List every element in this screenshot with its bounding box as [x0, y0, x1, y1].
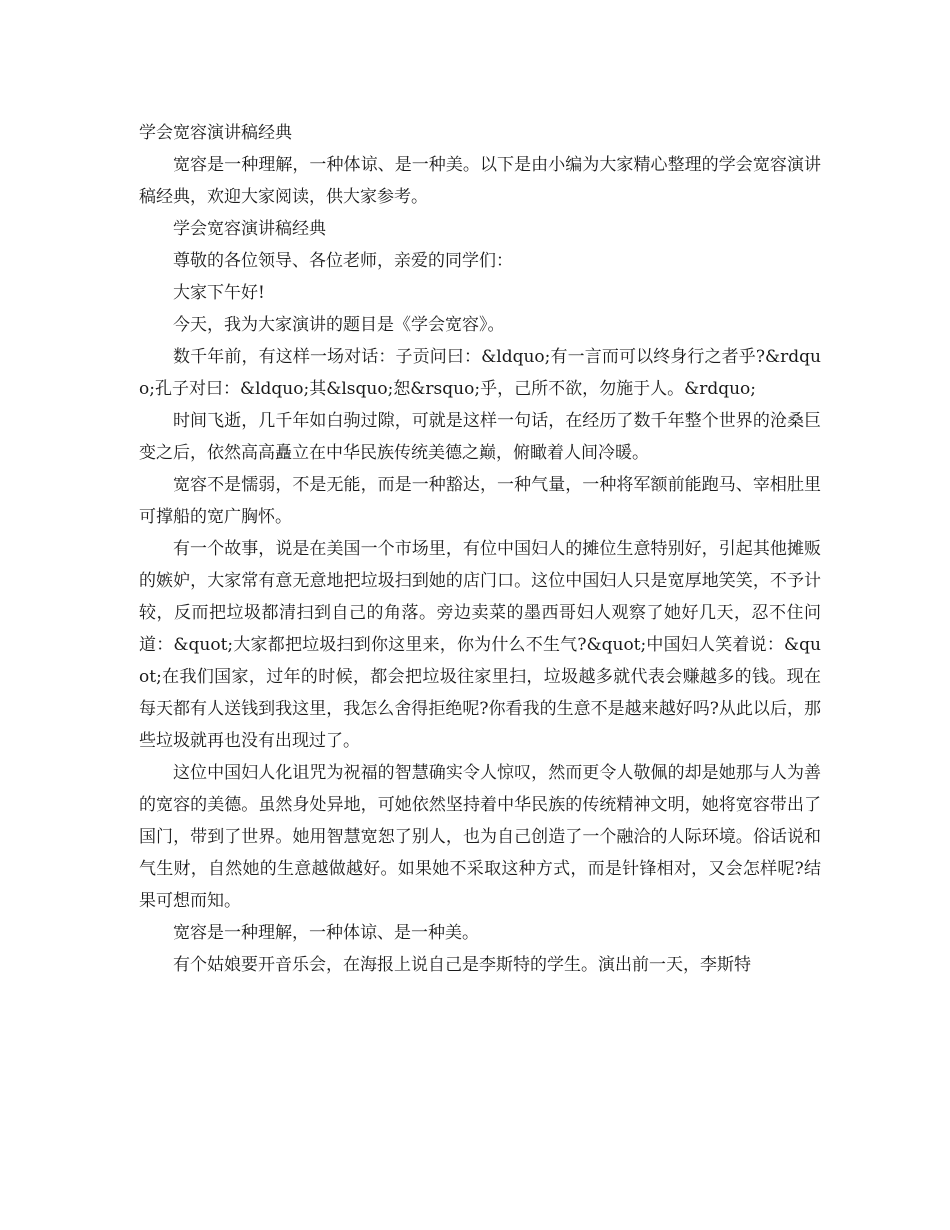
paragraph-liszt: 有个姑娘要开音乐会，在海报上说自己是李斯特的学生。演出前一天，李斯特 [173, 955, 751, 975]
document-title: 学会宽容演讲稿经典 [139, 123, 292, 143]
paragraph-reflection: 这位中国妇人化诅咒为祝福的智慧确实令人惊叹，然而更令人敬佩的却是她那与人为善的宽容的美德。虽然身处异地，可她依然坚持着中华民族的传统精神文明，她将宽容带出了国门，带到了世界。她用智慧宽恕了别人，也为自己创造了一个融洽的人际环境。俗话说和气生财，自然她的生意越做越好。如果她不采取这种方式，而是针锋相对，又会怎样呢?结果可想而知。 [139, 763, 821, 911]
paragraph-greeting: 大家下午好! [173, 283, 265, 303]
paragraph-story: 有一个故事，说是在美国一个市场里，有位中国妇人的摊位生意特别好，引起其他摊贩的嫉妒，大家常有意无意地把垃圾扫到她的店门口。这位中国妇人只是宽厚地笑笑，不予计较，反而把垃圾都清扫到自己的角落。旁边卖菜的墨西哥妇人观察了她好几天，忍不住问道：&quot;大家都把垃圾扫到你这里来，你为什么不生气?&quot;中国妇人笑着说：&quot;在我们国家，过年的时候，都会把垃圾往家里扫，垃圾越多就代表会赚越多的钱。现在每天都有人送钱到我这里，我怎么舍得拒绝呢?你看我的生意不是越来越好吗?从此以后，那些垃圾就再也没有出现过了。 [139, 539, 821, 751]
paragraph-subtitle: 学会宽容演讲稿经典 [173, 219, 326, 239]
paragraph-definition: 宽容不是懦弱，不是无能，而是一种豁达，一种气量，一种将军额前能跑马、宰相肚里可撑船的宽广胸怀。 [139, 475, 821, 527]
paragraph-restatement: 宽容是一种理解，一种体谅、是一种美。 [173, 923, 479, 943]
paragraph-salutation: 尊敬的各位领导、各位老师，亲爱的同学们： [173, 251, 513, 271]
paragraph-time: 时间飞逝，几千年如白驹过隙，可就是这样一句话，在经历了数千年整个世界的沧桑巨变之后，依然高高矗立在中华民族传统美德之巅，俯瞰着人间冷暖。 [139, 411, 821, 463]
paragraph-intro: 宽容是一种理解，一种体谅、是一种美。以下是由小编为大家精心整理的学会宽容演讲稿经典，欢迎大家阅读，供大家参考。 [139, 155, 821, 207]
document-body [139, 117, 821, 981]
paragraph-dialogue: 数千年前，有这样一场对话：子贡问曰：&ldquo;有一言而可以终身行之者乎?&rdquo;孔子对曰：&ldquo;其&lsquo;恕&rsquo;乎，己所不欲，勿施于人。&rdquo; [139, 347, 821, 399]
paragraph-topic: 今天，我为大家演讲的题目是《学会宽容》。 [173, 315, 505, 335]
